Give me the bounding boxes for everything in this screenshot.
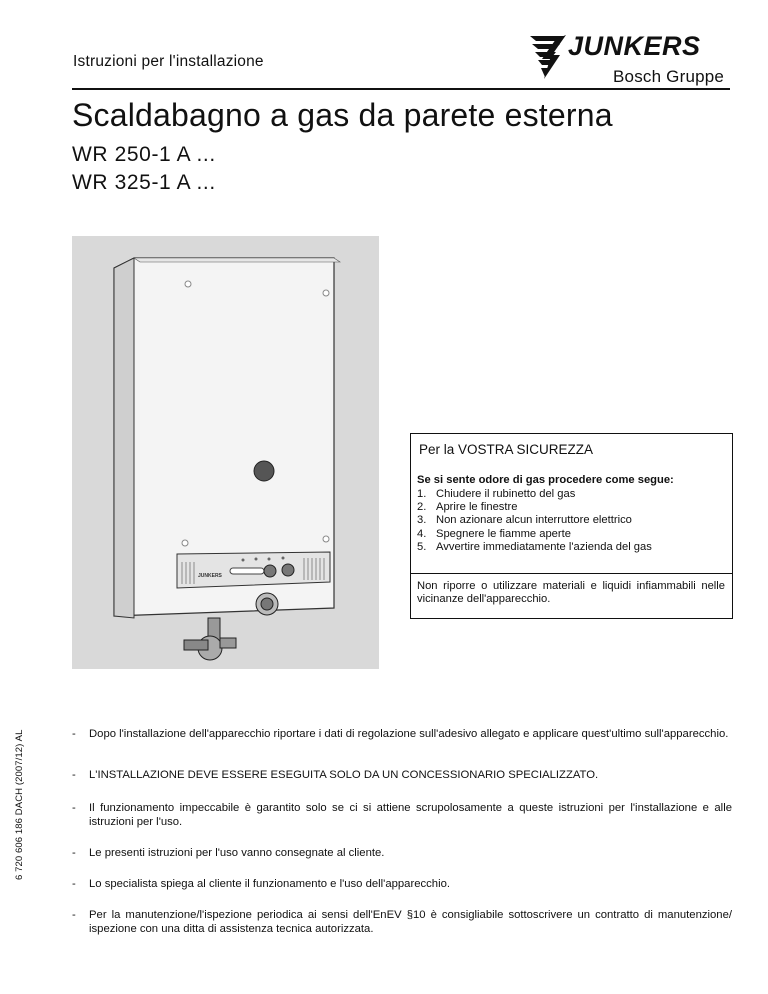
water-heater-illustration — [72, 236, 379, 669]
document-header-title: Istruzioni per l'installazione — [73, 53, 264, 70]
safety-step: 4. Spegnere le fiamme aperte — [417, 527, 571, 540]
heater-brand-label: JUNKERS — [198, 573, 222, 579]
safety-step: 1. Chiudere il rubinetto del gas — [417, 488, 576, 500]
safety-note: Non riporre o utilizzare materiali e liquidi infiammabili nelle vicinanze dell'apparecchio. — [417, 580, 725, 606]
safety-notice-box — [410, 433, 733, 619]
safety-step: 2. Aprire le finestre — [417, 501, 518, 514]
model-line-2: WR 325-1 A ... — [72, 171, 216, 194]
header-divider — [72, 88, 730, 90]
document-code: 6 720 606 186 DACH (2007/12) AL — [14, 729, 25, 880]
safety-steps-list — [417, 488, 652, 554]
brand-name: JUNKERS — [568, 31, 701, 61]
safety-lead: Se si sente odore di gas procedere come segue: — [417, 474, 674, 486]
model-line-1: WR 250-1 A ... — [72, 143, 216, 166]
safety-step: 5. Avvertire immediatamente l'azienda del gas — [417, 540, 652, 553]
safety-divider — [411, 573, 732, 574]
safety-title: Per la VOSTRA SICUREZZA — [419, 442, 594, 457]
document-title: Scaldabagno a gas da parete esterna — [72, 97, 613, 133]
brand-subtitle: Bosch Gruppe — [613, 67, 725, 86]
safety-step: 3. Non azionare alcun interruttore elettrico — [417, 514, 632, 527]
